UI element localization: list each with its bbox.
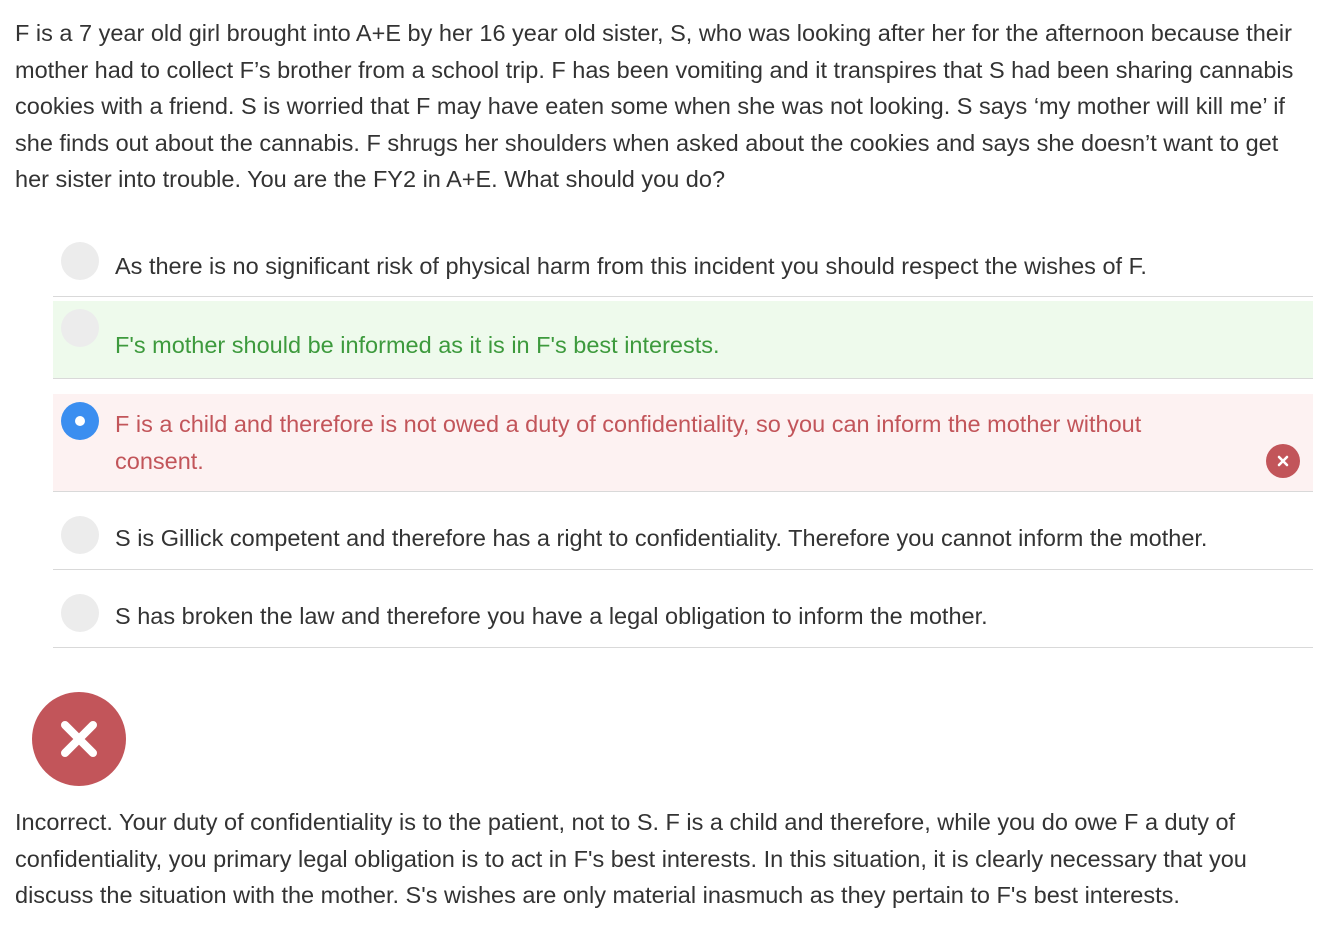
radio-button-5[interactable]	[61, 594, 99, 632]
incorrect-mark-icon	[1266, 444, 1300, 478]
answer-option-2-correct[interactable]	[53, 301, 1313, 379]
x-circle-icon	[32, 692, 126, 786]
radio-button-4[interactable]	[61, 516, 99, 554]
answer-options	[53, 224, 1313, 648]
answer-option-label-5: S has broken the law and therefore you have a legal obligation to inform the mother.	[115, 603, 988, 629]
answer-option-label-1: As there is no significant risk of physical harm from this incident you should respect the wishes of F.	[115, 253, 1147, 279]
radio-button-3-selected[interactable]	[61, 402, 99, 440]
radio-button-2[interactable]	[61, 309, 99, 347]
answer-option-label-2: F's mother should be informed as it is in F's best interests.	[115, 332, 720, 358]
answer-option-4[interactable]	[53, 492, 1313, 570]
answer-option-label-3: F is a child and therefore is not owed a duty of confidentiality, so you can inform the mother without consent.	[115, 411, 1142, 474]
radio-button-1[interactable]	[61, 242, 99, 280]
question-text: F is a 7 year old girl brought into A+E by her 16 year old sister, S, who was looking after her for the afternoon because their mother had to collect F’s brother from a school trip. F has been vomiting and it transpires that S had been sharing cannabis cookies with a friend. S is worried that F may have eaten some when she was not looking. S says ‘my mother will kill me’ if she finds out about the cannabis. F shrugs her shoulders when asked about the cookies and says she doesn’t want to get her sister into trouble. You are the FY2 in A+E. What should you do?	[15, 20, 1294, 192]
answer-option-1[interactable]	[53, 224, 1313, 297]
answer-option-5[interactable]	[53, 570, 1313, 648]
answer-option-3-selected-incorrect[interactable]	[53, 394, 1313, 492]
answer-option-label-4: S is Gillick competent and therefore has a right to confidentiality. Therefore you cannot inform the mother.	[115, 525, 1208, 551]
feedback-text: Incorrect. Your duty of confidentiality is to the patient, not to S. F is a child and therefore, while you do owe F a duty of confidentiality, you primary legal obligation is to act in F's best interests. In this situation, it is clearly necessary that you discuss the situation with the mother. S's wishes are only material inasmuch as they pertain to F's best interests.	[15, 809, 1247, 908]
